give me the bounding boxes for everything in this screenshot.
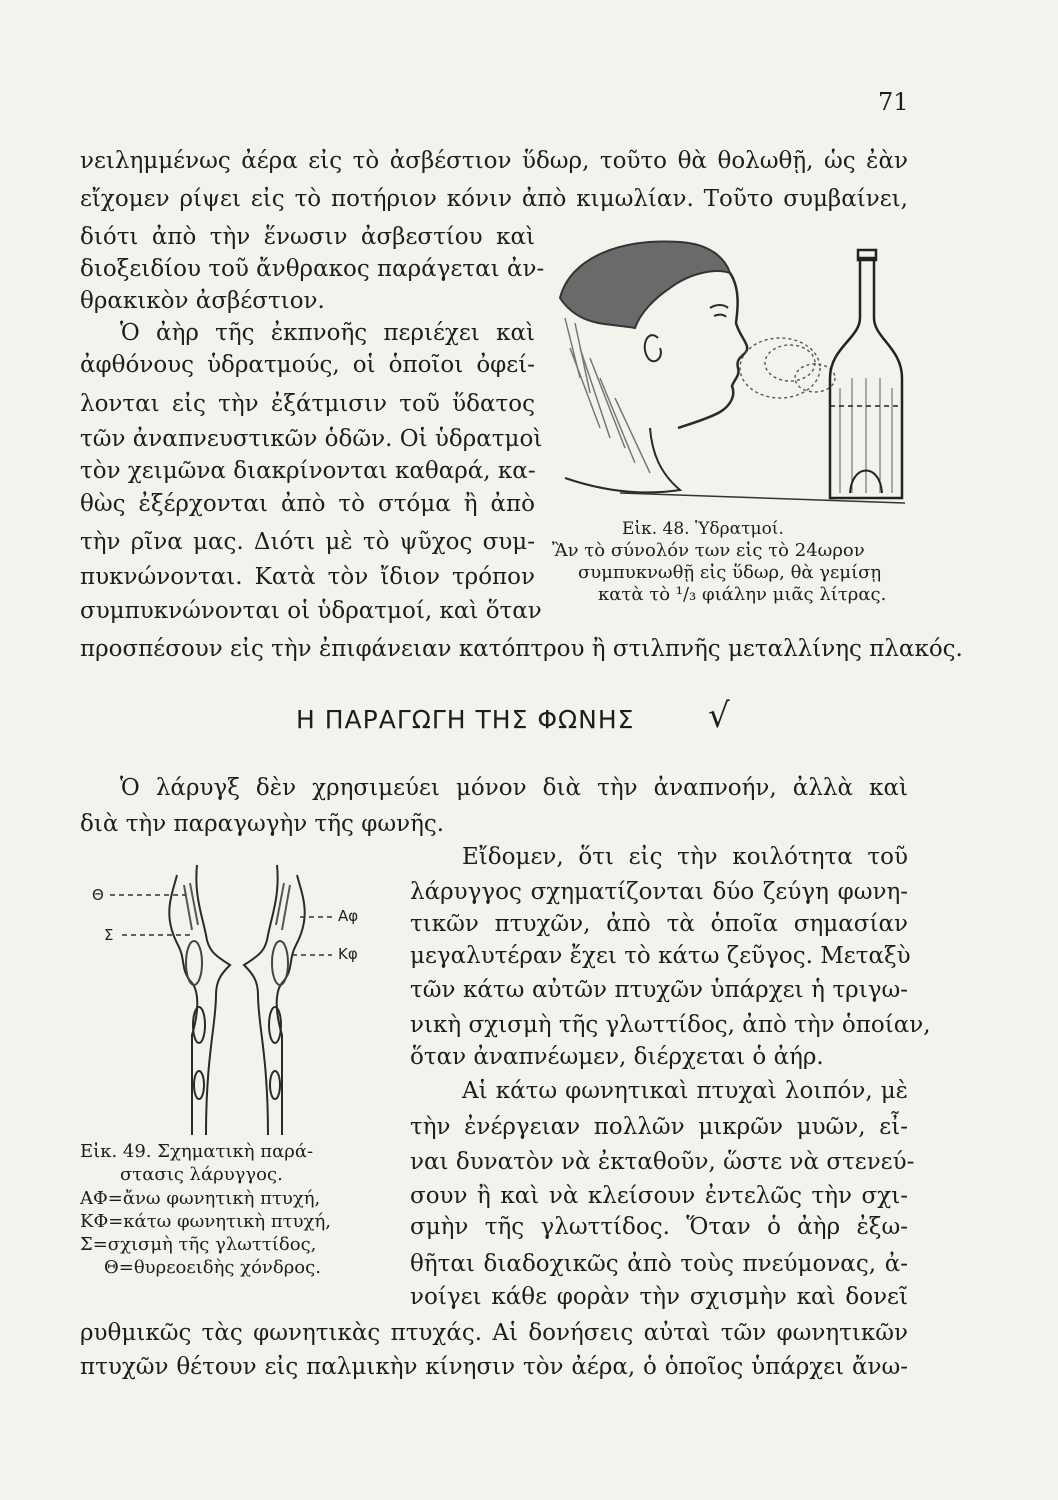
text-line: μεγαλυτέραν ἔχει τὸ κάτω ζεῦγος. Μεταξὺ (410, 943, 911, 969)
figure-48-title: Εἰκ. 48. Ὑδρατμοί. (622, 519, 784, 539)
text-line: νειλημμένως ἀέρα εἰς τὸ ἀσβέστιον ὕδωρ, τοῦτο θὰ θολωθῇ, ὡς ἐὰν (80, 148, 908, 174)
section-heading: Η ΠΑΡΑΓΩΓΗ ΤΗΣ ΦΩΝΗΣ (296, 705, 635, 734)
figure-49-caption-line: Θ=θυρεοειδὴς χόνδρος. (104, 1257, 321, 1278)
text-line: προσπέσουν εἰς τὴν ἐπιφάνειαν κατόπτρου ἢ στιλπνῆς μεταλλίνης πλακός. (80, 636, 963, 662)
text-line: ὅταν ἀναπνέωμεν, διέρχεται ὁ ἀήρ. (410, 1044, 824, 1070)
figure-48-caption-line: Ἂν τὸ σύνολόν των εἰς τὸ 24ωρον (552, 540, 865, 561)
figure-49-caption-line: ΑΦ=ἄνω φωνητικὴ πτυχή, (80, 1188, 321, 1209)
page-number: 71 (878, 88, 909, 116)
text-line: Ὁ ἀὴρ τῆς ἐκπνοῆς περιέχει καὶ (120, 320, 535, 346)
text-line: τὴν ρῖνα μας. Διότι μὲ τὸ ψῦχος συμ- (80, 529, 535, 555)
figure-49-caption-line: στασις λάρυγγος. (120, 1164, 283, 1185)
text-line: Αἱ κάτω φωνητικαὶ πτυχαὶ λοιπόν, μὲ (462, 1078, 908, 1104)
label-theta: Θ (92, 886, 104, 904)
text-line: ναι δυνατὸν νὰ ἐκταθοῦν, ὥστε νὰ στενεύ- (410, 1149, 915, 1175)
text-line: τῶν κάτω αὐτῶν πτυχῶν ὑπάρχει ἡ τριγω- (410, 977, 908, 1003)
text-line: διότι ἀπὸ τὴν ἕνωσιν ἀσβεστίου καὶ (80, 224, 535, 250)
text-line: ρυθμικῶς τὰς φωνητικὰς πτυχάς. Αἱ δονήσεις αὐταὶ τῶν φωνητικῶν (80, 1320, 908, 1346)
text-line: νοίγει κάθε φορὰν τὴν σχισμὴν καὶ δονεῖ (410, 1284, 908, 1310)
text-line: θὼς ἐξέρχονται ἀπὸ τὸ στόμα ἢ ἀπὸ (80, 491, 535, 517)
text-line: τὸν χειμῶνα διακρίνονται καθαρά, κα- (80, 458, 536, 484)
text-line: πυκνώνονται. Κατὰ τὸν ἴδιον τρόπον (80, 564, 535, 590)
text-line: τὴν ἐνέργειαν πολλῶν μικρῶν μυῶν, εἶ- (410, 1114, 908, 1140)
text-line: εἴχομεν ρίψει εἰς τὸ ποτήριον κόνιν ἀπὸ κιμωλίαν. Τοῦτο συμβαίνει, (80, 186, 908, 212)
text-line: λονται εἰς τὴν ἐξάτμισιν τοῦ ὕδατος (80, 391, 535, 417)
label-sigma: Σ (104, 926, 114, 944)
figure-48-caption-line: κατὰ τὸ ¹/₃ φιάλην μιᾶς λίτρας. (598, 584, 887, 605)
text-line: θρακικὸν ἀσβέστιον. (80, 288, 325, 314)
text-line: ἀφθόνους ὑδρατμούς, οἱ ὁποῖοι ὀφεί- (80, 352, 535, 378)
figure-49-caption-line: ΚΦ=κάτω φωνητικὴ πτυχή, (80, 1211, 331, 1232)
text-line: Ὁ λάρυγξ δὲν χρησιμεύει μόνον διὰ τὴν ἀναπνοήν, ἀλλὰ καὶ (120, 775, 908, 801)
text-line: διὰ τὴν παραγωγὴν τῆς φωνῆς. (80, 811, 445, 837)
text-line: σμὴν τῆς γλωττίδος. Ὅταν ὁ ἀὴρ ἐξω- (410, 1214, 908, 1240)
text-line: νικὴ σχισμὴ τῆς γλωττίδος, ἀπὸ τὴν ὁποίαν, (410, 1012, 931, 1038)
label-af: Αφ (338, 907, 359, 925)
figure-48-caption-line: συμπυκνωθῇ εἰς ὕδωρ, θὰ γεμίσῃ (578, 562, 882, 583)
text-line: λάρυγγος σχηματίζονται δύο ζεύγη φωνη- (410, 879, 908, 905)
text-line: τῶν ἀναπνευστικῶν ὁδῶν. Οἱ ὑδρατμοὶ (80, 426, 543, 452)
text-line: συμπυκνώνονται οἱ ὑδρατμοί, καὶ ὅταν (80, 598, 542, 624)
label-kf: Κφ (338, 945, 358, 963)
text-line: τικῶν πτυχῶν, ἀπὸ τὰ ὁποῖα σημασίαν (410, 911, 908, 937)
figure-49-caption-line: Σ=σχισμὴ τῆς γλωττίδος, (80, 1234, 317, 1255)
text-line: Εἴδομεν, ὅτι εἰς τὴν κοιλότητα τοῦ (462, 844, 908, 870)
text-line: διοξειδίου τοῦ ἄνθρακος παράγεται ἀν- (80, 256, 545, 282)
text-line: σουν ἢ καὶ νὰ κλείσουν ἐντελῶς τὴν σχι- (410, 1183, 908, 1209)
text-line: θῆται διαδοχικῶς ἀπὸ τοὺς πνεύμονας, ἀ- (410, 1251, 908, 1277)
figure-49-caption-line: Εἰκ. 49. Σχηματικὴ παρά- (80, 1141, 314, 1162)
text-line: πτυχῶν θέτουν εἰς παλμικὴν κίνησιν τὸν ἀέρα, ὁ ὁποῖος ὑπάρχει ἄνω- (80, 1354, 908, 1380)
figure-48-illustration (540, 228, 910, 518)
check-mark: √ (708, 696, 730, 736)
figure-49-diagram (82, 855, 402, 1140)
